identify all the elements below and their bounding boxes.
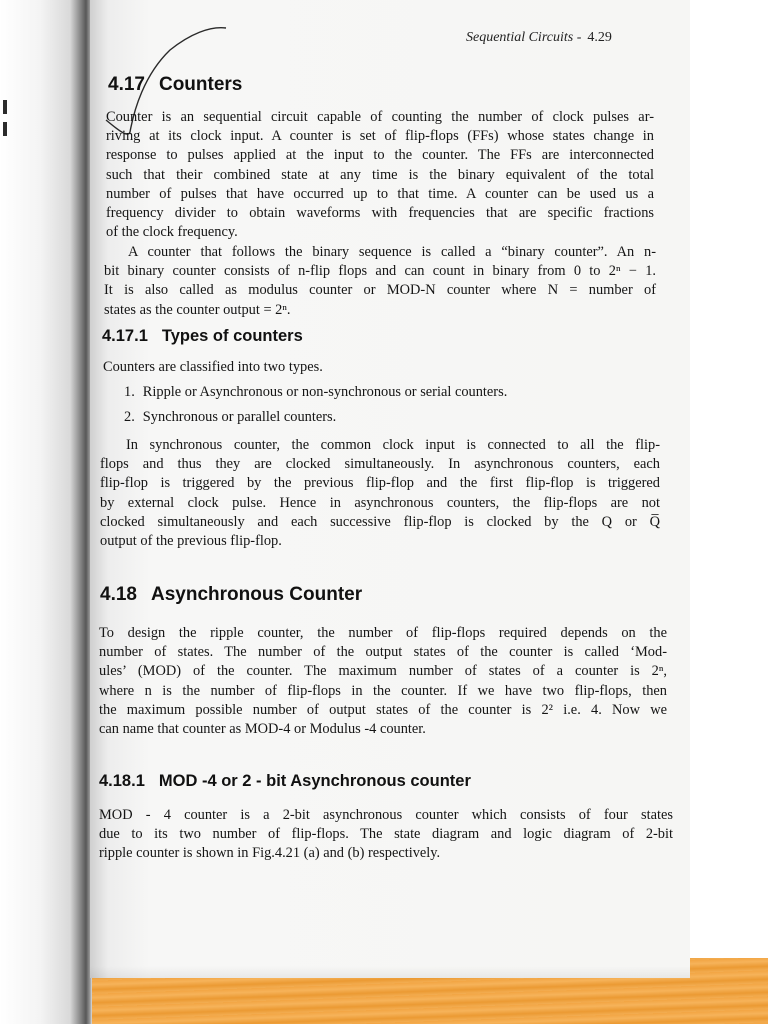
section-title: MOD -4 or 2 - bit Asynchronous counter — [158, 772, 471, 790]
gutter-mark — [3, 100, 7, 114]
section-heading-counters — [108, 74, 242, 96]
section-title: Counters — [158, 74, 243, 95]
list-item — [124, 409, 336, 426]
text-line: bit binary counter consists of n-flip flops and can count in binary from 0 to 2ⁿ − 1. — [104, 263, 656, 280]
text-line: such that their combined state at any time is the binary equivalent of the total — [106, 166, 654, 183]
running-title: Sequential Circuits - — [466, 30, 582, 45]
page-shadow — [90, 966, 690, 978]
text-line: output of the previous flip-flop. — [100, 533, 282, 550]
page-number: 4.29 — [587, 30, 612, 45]
text-line: It is also called as modulus counter or MOD-N counter where N = number of — [104, 282, 656, 299]
section-heading-mod4 — [99, 772, 471, 791]
book-page — [90, 0, 690, 978]
section-title: Types of counters — [161, 327, 303, 345]
book-gutter — [0, 0, 92, 1024]
types-intro: Counters are classified into two types. — [103, 359, 323, 375]
text-line: MOD - 4 counter is a 2-bit asynchronous counter which consists of four states — [99, 807, 673, 823]
text-line: ules’ (MOD) of the counter. The maximum number of states of a counter is 2ⁿ, — [99, 663, 667, 680]
text-line: A counter that follows the binary sequence is called a “binary counter”. An n- — [128, 244, 656, 260]
text-line: riving at its clock input. A counter is set of flip-flops (FFs) whose states change in — [106, 128, 654, 145]
counters-paragraph-2 — [104, 243, 656, 320]
list-number: 2. — [124, 409, 135, 425]
text-line: In synchronous counter, the common clock input is connected to all the flip- — [126, 437, 660, 453]
text-line: flops and thus they are clocked simultaneously. In asynchronous counters, each — [100, 456, 660, 473]
section-heading-async — [100, 584, 362, 606]
text-line: of the clock frequency. — [106, 224, 238, 241]
text-line: clocked simultaneously and each successive flip-flop is clocked by the Q or Q̅ — [100, 513, 660, 530]
text-line: due to its two number of flip-flops. The state diagram and logic diagram of 2-bit — [99, 826, 673, 843]
text-line: the maximum possible number of output states of the counter is 2² i.e. 4. Now we — [99, 701, 667, 718]
section-title: Asynchronous Counter — [150, 584, 363, 605]
running-header — [466, 30, 612, 46]
async-paragraph — [99, 624, 667, 739]
text-line: To design the ripple counter, the number of flip-flops required depends on the — [99, 625, 667, 641]
text-line: number of states. The number of the output states of the counter is called ‘Mod- — [99, 644, 667, 661]
section-number: 4.17.1 — [102, 327, 148, 345]
text-line: response to pulses applied at the input to the counter. The FFs are interconnected — [106, 147, 654, 164]
text-line: Counter is an sequential circuit capable of counting the number of clock pulses ar- — [106, 109, 654, 125]
section-number: 4.18.1 — [99, 772, 145, 790]
text-line: where n is the number of flip-flops in the counter. If we have two flip-flops, then — [99, 682, 667, 699]
gutter-mark — [3, 122, 7, 136]
text-line: can name that counter as MOD-4 or Modulus -4 counter. — [99, 721, 426, 738]
list-number: 1. — [124, 384, 135, 400]
list-text: Synchronous or parallel counters. — [142, 409, 337, 425]
text-line: states as the counter output = 2ⁿ. — [104, 301, 291, 318]
text-line: number of pulses that have occurred up to that time. A counter can be used us a — [106, 185, 654, 202]
section-number: 4.18 — [100, 584, 137, 605]
text-line: flip-flop is triggered by the previous flip-flop and the first flip-flop is triggered — [100, 475, 660, 492]
section-number: 4.17 — [108, 74, 145, 95]
list-text: Ripple or Asynchronous or non-synchronous or serial counters. — [142, 384, 508, 400]
text-line: frequency divider to obtain waveforms with frequencies that are specific fractions — [106, 205, 654, 222]
list-item — [124, 384, 507, 401]
section-heading-types — [102, 327, 303, 346]
counters-paragraph-1 — [106, 108, 654, 242]
types-paragraph — [100, 436, 660, 551]
text-line: by external clock pulse. Hence in asynchronous counters, the flip-flops are not — [100, 494, 660, 511]
mod4-paragraph — [99, 806, 673, 864]
text-line: ripple counter is shown in Fig.4.21 (a) and (b) respectively. — [99, 845, 441, 862]
